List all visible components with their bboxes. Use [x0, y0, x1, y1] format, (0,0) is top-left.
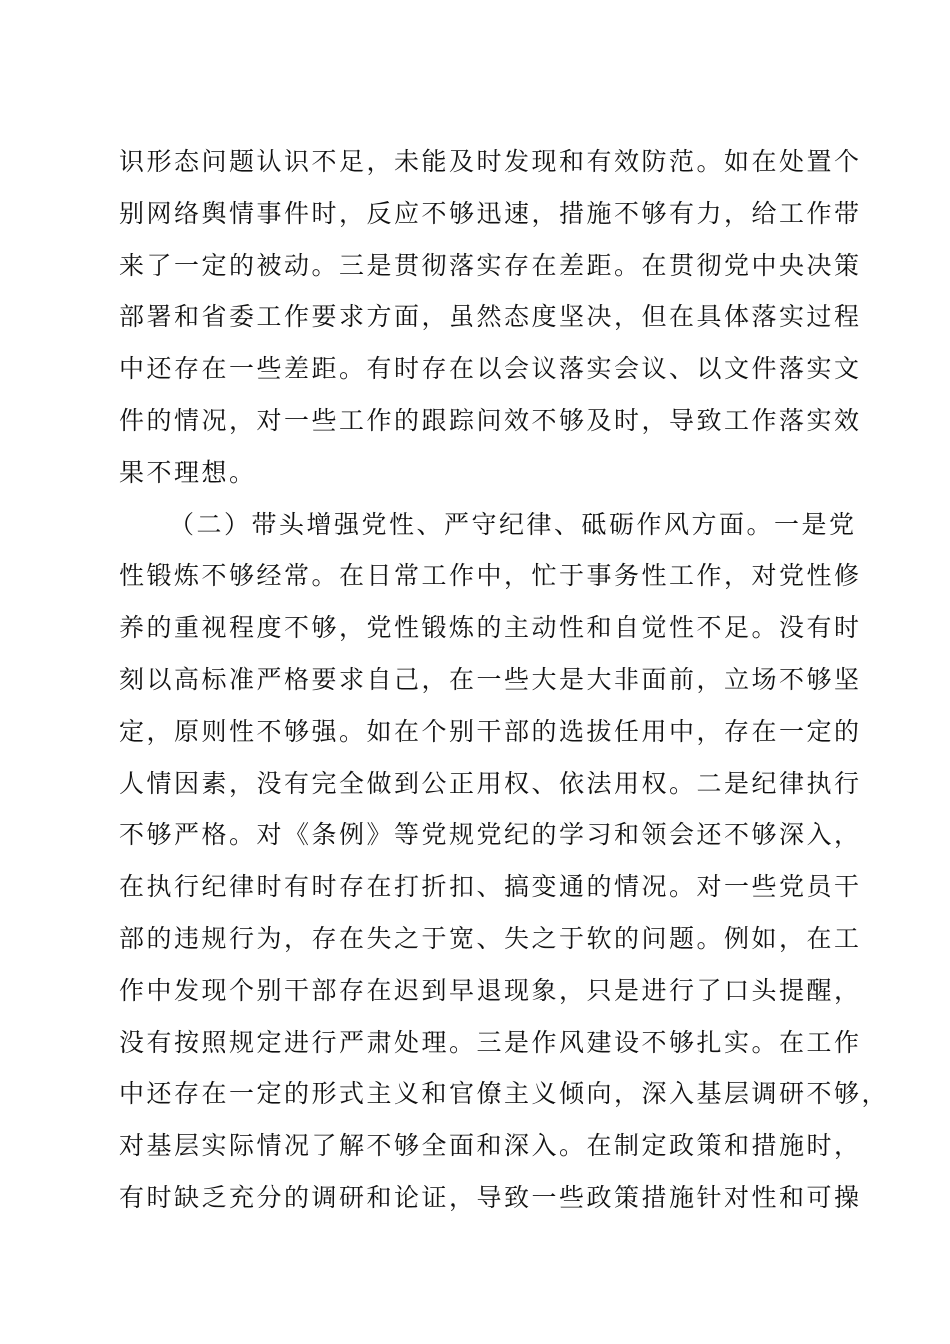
- text-line: 对基层实际情况了解不够全面和深入。在制定政策和措施时，: [119, 1131, 862, 1161]
- text-line: 作中发现个别干部存在迟到早退现象，只是进行了口头提醒，: [119, 975, 862, 1005]
- text-line: 有时缺乏充分的调研和论证，导致一些政策措施针对性和可操: [119, 1182, 862, 1212]
- text-line: 部署和省委工作要求方面，虽然态度坚决，但在具体落实过程: [119, 302, 862, 332]
- text-line: 件的情况，对一些工作的跟踪问效不够及时，导致工作落实效: [119, 405, 862, 435]
- text-line: 在执行纪律时有时存在打折扣、搞变通的情况。对一些党员干: [119, 872, 862, 902]
- text-line: 中还存在一些差距。有时存在以会议落实会议、以文件落实文: [119, 354, 862, 384]
- text-line: 部的违规行为，存在失之于宽、失之于软的问题。例如，在工: [119, 923, 862, 953]
- text-line: 中还存在一定的形式主义和官僚主义倾向，深入基层调研不够，: [119, 1079, 890, 1109]
- text-line: 养的重视程度不够，党性锻炼的主动性和自觉性不足。没有时: [119, 613, 862, 643]
- text-line: 果不理想。: [119, 457, 257, 487]
- text-line: 定，原则性不够强。如在个别干部的选拔任用中，存在一定的: [119, 716, 862, 746]
- text-line: 没有按照规定进行严肃处理。三是作风建设不够扎实。在工作: [119, 1027, 862, 1057]
- section-heading-line: （二）带头增强党性、严守纪律、砥砺作风方面。一是党: [169, 509, 857, 539]
- text-line: 性锻炼不够经常。在日常工作中，忙于事务性工作，对党性修: [119, 561, 862, 591]
- text-line: 刻以高标准严格要求自己，在一些大是大非面前，立场不够坚: [119, 664, 862, 694]
- text-line: 识形态问题认识不足，未能及时发现和有效防范。如在处置个: [119, 147, 862, 176]
- text-line: 来了一定的被动。三是贯彻落实存在差距。在贯彻党中央决策: [119, 250, 862, 280]
- document-body: [119, 136, 890, 1224]
- text-line: 人情因素，没有完全做到公正用权、依法用权。二是纪律执行: [119, 768, 862, 798]
- text-line: 不够严格。对《条例》等党规党纪的学习和领会还不够深入，: [119, 820, 862, 850]
- text-line: 别网络舆情事件时，反应不够迅速，措施不够有力，给工作带: [119, 198, 862, 228]
